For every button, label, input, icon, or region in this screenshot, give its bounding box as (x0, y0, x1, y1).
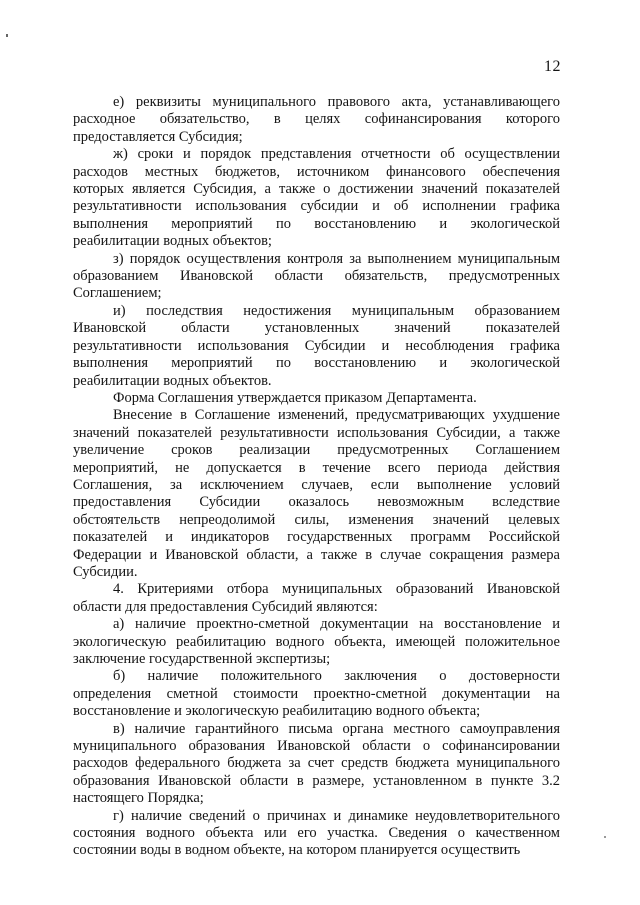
text-line: выполнения мероприятий по восстановлению и экологической (73, 355, 560, 372)
text-line: состояния водного объекта или его участка. Сведения о качественном (73, 825, 560, 842)
page-number: 12 (544, 58, 561, 75)
paragraph (73, 146, 560, 250)
text-line: предоставления Субсидии оказалось невозможным вследствие (73, 494, 560, 511)
text-line: мероприятий, не допускается в течение всего периода действия (73, 459, 560, 476)
text-line: экологическую реабилитацию водного объекта, имеющей положительное (73, 633, 560, 650)
text-line: предоставляется Субсидия; (73, 128, 243, 145)
paragraph (73, 616, 560, 668)
text-line: 4. Критериями отбора муниципальных образований Ивановской (113, 581, 560, 598)
text-line: Форма Соглашения утверждается приказом Департамента. (113, 389, 477, 406)
text-line: и) последствия недостижения муниципальным образованием (113, 302, 560, 319)
text-line: муниципального образования Ивановской области о софинансировании (73, 738, 560, 755)
text-line: ж) сроки и порядок представления отчетности об осуществлении (113, 146, 560, 163)
text-line: увеличение сроков реализации предусмотренных Соглашением (73, 442, 560, 459)
text-line: реабилитации водных объектов; (73, 233, 272, 250)
document-body (73, 94, 560, 860)
text-line: Соглашения, за исключением случаев, если выполнение условий (73, 476, 560, 493)
text-line: восстановление и экологическую реабилитацию водного объекта; (73, 703, 481, 720)
scan-mark (6, 34, 8, 37)
text-line: расходов федерального бюджета за счет средств бюджета муниципального (73, 755, 560, 772)
paragraph (73, 251, 560, 303)
text-line: а) наличие проектно-сметной документации на восстановление и (113, 616, 560, 633)
text-line: г) наличие сведений о причинах и динамике неудовлетворительного (113, 807, 560, 824)
text-line: Соглашением; (73, 285, 162, 302)
paragraph (73, 721, 560, 808)
text-line: б) наличие положительного заключения о достоверности (113, 668, 560, 685)
text-line: значений показателей результативности использования Субсидии, а также (73, 424, 560, 441)
text-line: образования Ивановской области в размере, установленном в пункте 3.2 (73, 772, 560, 789)
paragraph (73, 808, 560, 860)
text-line: Субсидии. (73, 563, 138, 580)
text-line: расходное обязательство, в целях софинансирования которого (73, 111, 560, 128)
text-line: выполнения мероприятий по восстановлению и экологической (73, 215, 560, 232)
text-line: области для предоставления Субсидий являются: (73, 598, 378, 615)
text-line: определения сметной стоимости проектно-сметной документации на (73, 685, 560, 702)
paragraph (73, 303, 560, 390)
text-line: результативности использования субсидии и об исполнении графика (73, 198, 560, 215)
text-line: в) наличие гарантийного письма органа местного самоуправления (113, 720, 560, 737)
text-line: показателей и индикаторов государственных программ Российской (73, 529, 560, 546)
paragraph (73, 668, 560, 720)
text-line: обстоятельств непреодолимой силы, изменения значений целевых (73, 511, 560, 528)
text-line: реабилитации водных объектов. (73, 372, 272, 389)
text-line: з) порядок осуществления контроля за выполнением муниципальным (113, 250, 560, 267)
text-line: образованием Ивановской области обязательств, предусмотренных (73, 268, 560, 285)
text-line: Ивановской области установленных значений показателей (73, 320, 560, 337)
text-line: расходов местных бюджетов, источником финансового обеспечения (73, 163, 560, 180)
text-line: Федерации и Ивановской области, а также в случае сокращения размера (73, 546, 560, 563)
paragraph (73, 581, 560, 616)
text-line: заключение государственной экспертизы; (73, 651, 331, 667)
paragraph (73, 390, 560, 407)
text-line: результативности использования Субсидии и несоблюдения графика (73, 337, 560, 354)
text-line: настоящего Порядка; (73, 790, 204, 807)
text-line: которых является Субсидия, а также о достижении значений показателей (73, 181, 560, 198)
scan-mark (604, 836, 606, 838)
text-line: Внесение в Соглашение изменений, предусматривающих ухудшение (113, 407, 560, 424)
paragraph (73, 407, 560, 581)
text-line: е) реквизиты муниципального правового акта, устанавливающего (113, 94, 560, 110)
text-line: состоянии воды в водном объекте, на котором планируется осуществить (73, 842, 521, 859)
paragraph (73, 94, 560, 146)
